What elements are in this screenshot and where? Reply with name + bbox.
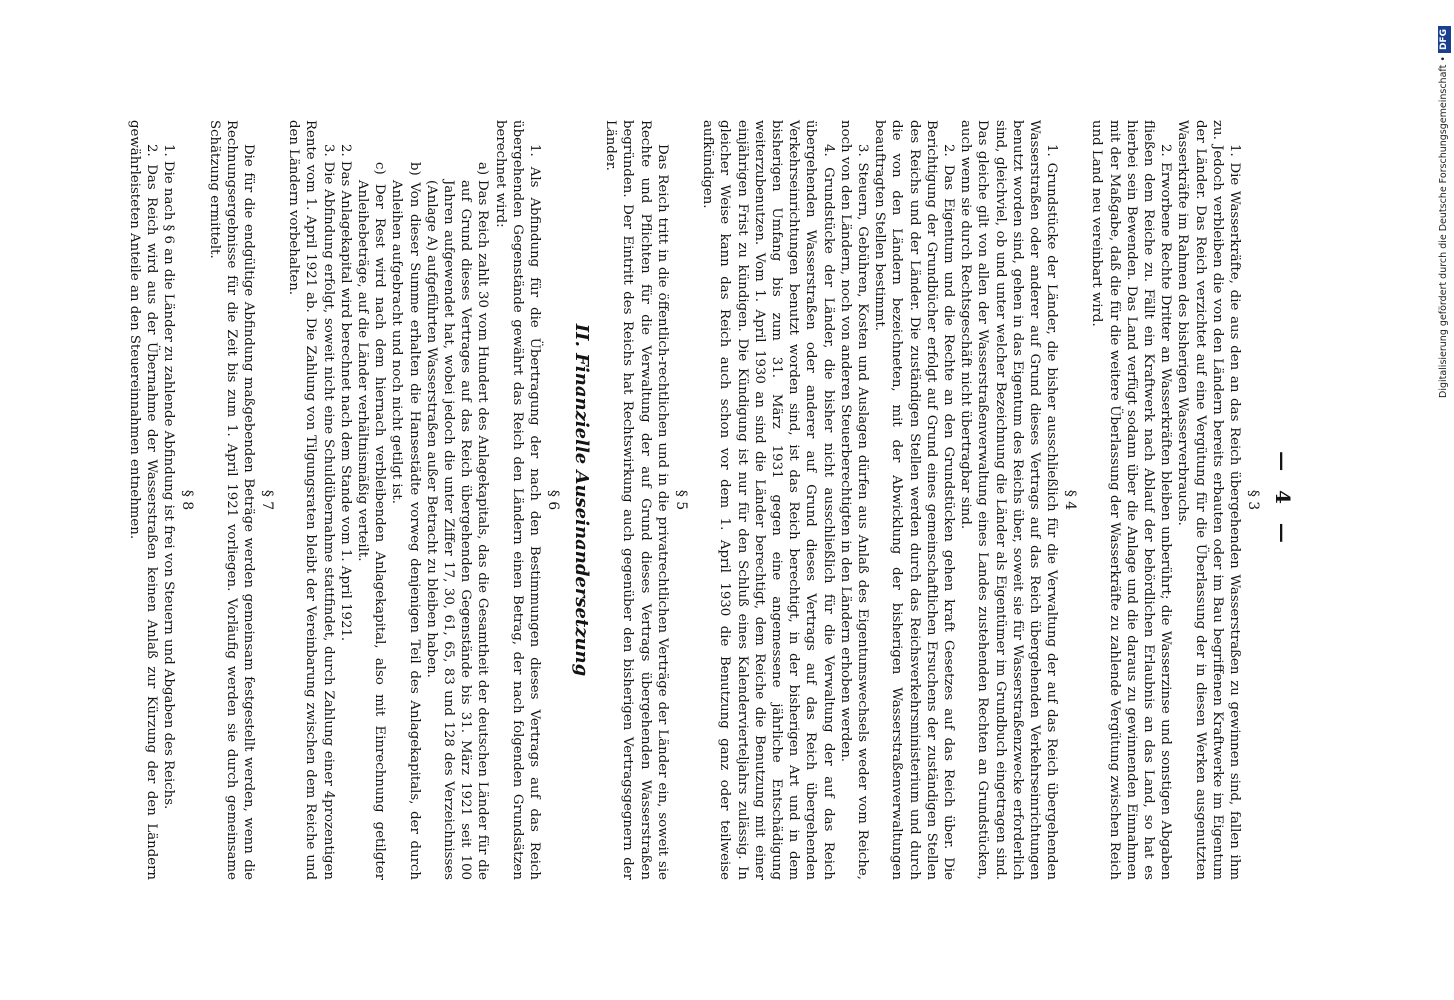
section-heading-6: § 6 <box>545 489 562 511</box>
paragraph: Das Reich tritt in die öffentlich-rechtlichen und in die privatrechtlichen Verträge der Länder ein, soweit sie Rechte und Pflichten für die Verwaltung der auf Grund dieses Vertrags übergehenden Wasserstraßen begründen. Der Eintritt des Reichs hat Rechtswirkung auch gegenüber den bisherigen Vertragsgegnern der Länder. <box>603 120 670 880</box>
section-heading-4: § 4 <box>1062 489 1079 511</box>
paragraph: Die für die endgültige Abfindung maßgebenden Beträge werden gemeinsam festgestellt werden, wenn die Rechnungsergebnisse für die Zeit bis zum 1. April 1921 vorliegen. Vorläufig werden sie durch gemeinsame Schätzung ermittelt. <box>206 120 257 880</box>
chapter-heading: II. Finanzielle Auseinandersetzung <box>571 323 593 677</box>
paragraph: 2. Das Reich wird aus der Übernahme der Wasserstraßen keinen Anlaß zur Kürzung der den Ländern gewährleisteten Anteile an den Steuereinnahmen entnehmen. <box>127 120 160 880</box>
list-item: c) Der Rest wird nach dem hiernach verbleibenden Anlagekapital, also mit Einrechnung getilgter Anleihebeträge, auf die Länder verhältnismäßig verteilt. <box>355 162 388 880</box>
section-heading-3: § 3 <box>1245 489 1261 511</box>
section-heading-7: § 7 <box>259 489 276 511</box>
paragraph: 4. Grundstücke der Länder, die bisher nicht ausschließlich für die Verwaltung der auf das Reich übergehenden Wasserstraßen oder anderer auf Grund dieses Vertrags auf das Reich übergehenden Verkehrseinrichtungen benutzt worden sind, ist das Reich berechtigt, in der bisherigen Art und in dem bisherigen Umfang bis zum 31. März 1931 gegen eine angemessene jährliche Entschädigung weiterzubenutzen. Vom 1. April 1930 an sind die Länder berechtigt, dem Reiche die Benutzung mit einer einjährigen Frist zu kündigen. Die Kündigung ist nur für den Schluß eines Kalendervierteljahrs zulässig. In gleicher Weise kann das Reich auch schon vor dem 1. April 1930 die Benutzung ganz oder teilweise aufkündigen. <box>700 120 836 880</box>
paragraph: 3. Die Abfindung erfolgt, soweit nicht eine Schuldübernahme stattfindet, durch Zahlung einer 4prozentigen Rente vom 1. April 1921 ab. Die Zahlung von Tilgungsraten bleibt der Vereinbarung zwischen dem Reiche und den Ländern vorbehalten. <box>286 120 336 880</box>
dfg-logo: DFG <box>1438 26 1451 53</box>
paragraph: 2. Das Eigentum und die Rechte an den Grundstücken gehen kraft Gesetzes auf das Reich über. Die Berichtigung der Grundbücher erfolgt auf Grund eines gemeinschaftlichen Ersuchens der zuständigen Stellen des Reichs und der Länder. Die zuständigen Stellen werden durch das Reichsverkehrsministerium und durch die von den Ländern bezeichneten, mit der Abwicklung der bisherigen Wasserstraßenverwaltungen beauftragten Stellen bestimmt. <box>872 120 956 880</box>
text-column <box>126 120 1295 880</box>
paragraph: 1. Als Abfindung für die Übertragung der nach den Bestimmungen dieses Vertrags auf das Reich übergehenden Gegenstände gewährt das Reich den Ländern einen Betrag, der nach folgenden Grundsätzen berechnet wird: <box>492 120 543 880</box>
digitization-credit <box>1416 8 1449 398</box>
section-heading-8: § 8 <box>179 489 196 511</box>
list-item: b) Von dieser Summe erhalten die Hansestädte vorweg denjenigen Teil des Anlagekapitals, der durch Anleihen aufgebracht und noch nicht getilgt ist. <box>389 162 422 880</box>
paragraph: 3. Steuern, Gebühren, Kosten und Auslagen dürfen aus Anlaß des Eigentumswechsels weder vom Reiche, noch von den Ländern, noch von anderen Steuerberechtigten in den Ländern erhoben werden. <box>837 120 870 880</box>
paragraph: 2. Erworbene Rechte Dritter an Wasserkräften bleiben unberührt; die Wasserzinse und sonstigen Abgaben fließen dem Reiche zu. Fällt ein Kraftwerk nach Ablauf der behördlichen Erlaubnis an das Land, so hat es hierbei sein Bewenden. Das Land verfügt sodann über die Anlage und die daraus zu gewinnenden Einnahmen mit der Maßgabe, daß die für die weitere Überlassung der Wasserkräfte zu zahlende Vergütung zwischen Reich und Land neu vereinbart wird. <box>1089 120 1174 880</box>
list-item: a) Das Reich zahlt 30 vom Hundert des Anlagekapitals, das die Gesamtheit der deutschen Länder für die auf Grund dieses Vertrages auf das Reich übergehenden Gegenstände bis 31. März 1921 seit 100 Jahren aufgewendet hat, wobei jedoch die unter Ziffer 17, 30, 61, 65, 83 und 128 des Verzeichnisses (Anlage A) aufgeführten Wasserstraßen außer Betracht zu bleiben haben. <box>423 162 491 880</box>
paragraph: 2. Das Anlagekapital wird berechnet nach dem Stande vom 1. April 1921. <box>337 144 353 642</box>
paragraph: 1. Grundstücke der Länder, die bisher ausschließlich für die Verwaltung der auf das Reich übergehenden Wasserstraßen oder anderer auf Grund dieses Vertrags auf das Reich übergehenden Verkehrseinrichtungen benutzt worden sind, gehen in das Eigentum des Reichs über, soweit sie für Wasserstraßenzwecke erforderlich sind, gleichviel, ob und unter welcher Bezeichnung die Länder als Eigentümer im Grundbuch eingetragen sind. Das gleiche gilt von allen der Wasserstraßenverwaltung eines Landes zustehenden Rechten an Grundstücken, auch wenn sie durch Rechtsgeschäft nicht übertragbar sind. <box>958 120 1060 880</box>
paragraph: 1. Die nach § 6 an die Länder zu zahlende Abfindung ist frei von Steuern und Abgaben des Reichs. <box>161 144 177 810</box>
page-number: — 4 — <box>1271 451 1295 549</box>
paragraph: 1. Die Wasserkräfte, die aus den an das Reich übergehenden Wasserstraßen zu gewinnen sind, fallen ihm zu. Jedoch verbleiben die von den Ländern bereits erbauten oder im Bau begriffenen Kraftwerke im Eigentum der Länder. Das Reich verzichtet auf eine Vergütung für die Überlassung der in diesen Werken ausgenutzten Wasserkräfte im Rahmen des bisherigen Wasserverbrauchs. <box>1175 120 1242 880</box>
section-heading-5: § 5 <box>672 489 689 511</box>
credit-text: Digitalisierung gefördert durch die Deutsche Forschungsgemeinschaft • <box>1438 56 1449 398</box>
